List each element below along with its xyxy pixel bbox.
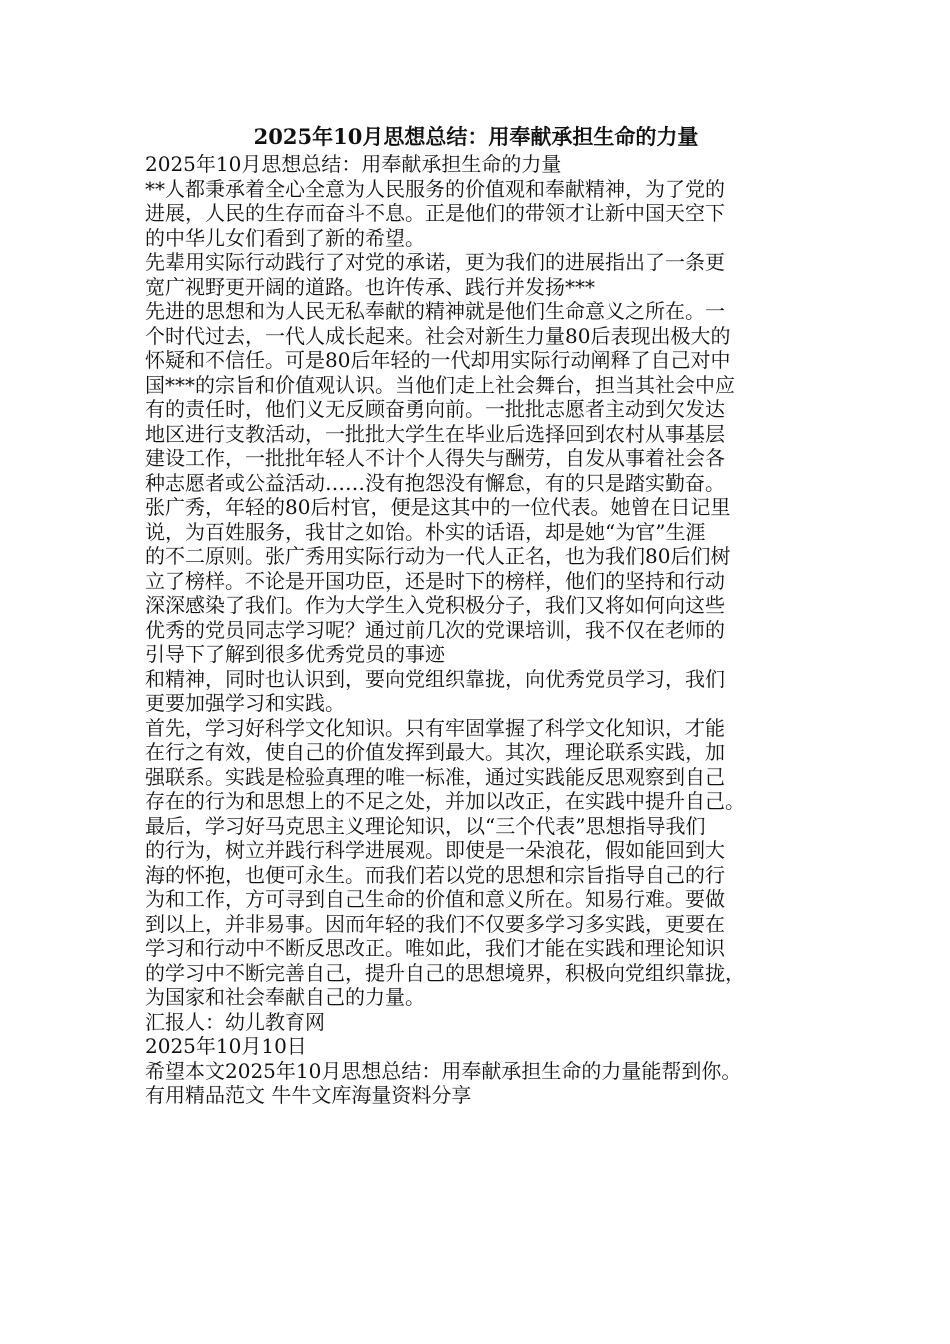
text-line: 张广秀，年轻的80后村官，便是这其中的一位代表。她曾在日记里 xyxy=(145,495,731,519)
text-line: 在行之有效，使自己的价值发挥到最大。其次，理论联系实践，加 xyxy=(145,740,725,764)
text-line: 先进的思想和为人民无私奉献的精神就是他们生命意义之所在。一 xyxy=(145,299,725,323)
text-line: 有的责任时，他们义无反顾奋勇向前。一批批志愿者主动到欠发达 xyxy=(145,397,725,421)
text-line: 的中华儿女们看到了新的希望。 xyxy=(145,225,425,250)
text-line: 希望本文2025年10月思想总结：用奉献承担生命的力量能帮到你。 xyxy=(145,1058,742,1083)
text-line: 到以上，并非易事。因而年轻的我们不仅要多学习多实践，更要在 xyxy=(145,911,725,936)
text-line: 2025年10月10日 xyxy=(145,1034,307,1058)
text-line: 国***的宗旨和价值观认识。当他们走上社会舞台，担当其社会中应 xyxy=(145,372,735,397)
text-line: 先辈用实际行动践行了对党的承诺，更为我们的进展指出了一条更 xyxy=(145,250,725,274)
text-line: 2025年10月思想总结：用奉献承担生命的力量 xyxy=(145,152,562,176)
text-line: 种志愿者或公益活动……没有抱怨没有懈怠，有的只是踏实勤奋。 xyxy=(145,470,725,495)
text-line: 汇报人：幼儿教育网 xyxy=(145,1009,325,1034)
text-line: 个时代过去，一代人成长起来。社会对新生力量80后表现出极大的 xyxy=(145,323,731,348)
text-line: 学习和行动中不断反思改正。唯如此，我们才能在实践和理论知识 xyxy=(145,936,725,960)
text-line: 优秀的党员同志学习呢？通过前几次的党课培训，我不仅在老师的 xyxy=(145,617,725,642)
text-line: 建设工作，一批批年轻人不计个人得失与酬劳，自发从事着社会各 xyxy=(145,446,725,470)
document-title: 2025年10月思想总结：用奉献承担生命的力量 xyxy=(253,124,699,149)
text-line: 首先，学习好科学文化知识。只有牢固掌握了科学文化知识，才能 xyxy=(145,715,725,740)
document-body xyxy=(145,152,807,1108)
text-line: 海的怀抱，也便可永生。而我们若以党的思想和宗旨指导自己的行 xyxy=(145,862,725,887)
text-line: 引导下了解到很多优秀党员的事迹 xyxy=(145,642,445,666)
text-line: 的行为，树立并践行科学进展观。即使是一朵浪花，假如能回到大 xyxy=(145,838,725,862)
text-line: 最后，学习好马克思主义理论知识，以“三个代表”思想指导我们 xyxy=(145,813,706,838)
text-line: 的不二原则。张广秀用实际行动为一代人正名，也为我们80后们树 xyxy=(145,544,731,568)
document-page xyxy=(145,122,807,1108)
text-line: 有用精品范文 牛牛文库海量资料分享 xyxy=(145,1083,472,1107)
text-line: 宽广视野更开阔的道路。也许传承、践行并发扬*** xyxy=(145,274,595,299)
text-line: 立了榜样。不论是开国功臣，还是时下的榜样，他们的坚持和行动 xyxy=(145,568,725,593)
text-line: 为和工作，方可寻到自己生命的价值和意义所在。知易行难。要做 xyxy=(145,887,725,911)
text-line: 的学习中不断完善自己，提升自己的思想境界，积极向党组织靠拢， xyxy=(145,960,745,985)
text-line: 和精神，同时也认识到，要向党组织靠拢，向优秀党员学习，我们 xyxy=(145,666,725,691)
text-line: 强联系。实践是检验真理的唯一标准，通过实践能反思观察到自己 xyxy=(145,764,725,789)
text-line: 地区进行支教活动，一批批大学生在毕业后选择回到农村从事基层 xyxy=(145,421,725,446)
text-line: 说，为百姓服务，我甘之如饴。朴实的话语，却是她“为官”生涯 xyxy=(145,519,706,544)
text-line: 存在的行为和思想上的不足之处，并加以改正，在实践中提升自己。 xyxy=(145,789,745,813)
text-line: 更要加强学习和实践。 xyxy=(145,691,345,715)
text-line: 怀疑和不信任。可是80后年轻的一代却用实际行动阐释了自己对中 xyxy=(145,348,731,372)
text-line: 进展，人民的生存而奋斗不息。正是他们的带领才让新中国天空下 xyxy=(145,201,725,225)
text-line: 深深感染了我们。作为大学生入党积极分子，我们又将如何向这些 xyxy=(145,593,725,617)
text-line: **人都秉承着全心全意为人民服务的价值观和奉献精神，为了党的 xyxy=(145,176,725,201)
text-line: 为国家和社会奉献自己的力量。 xyxy=(145,985,425,1009)
